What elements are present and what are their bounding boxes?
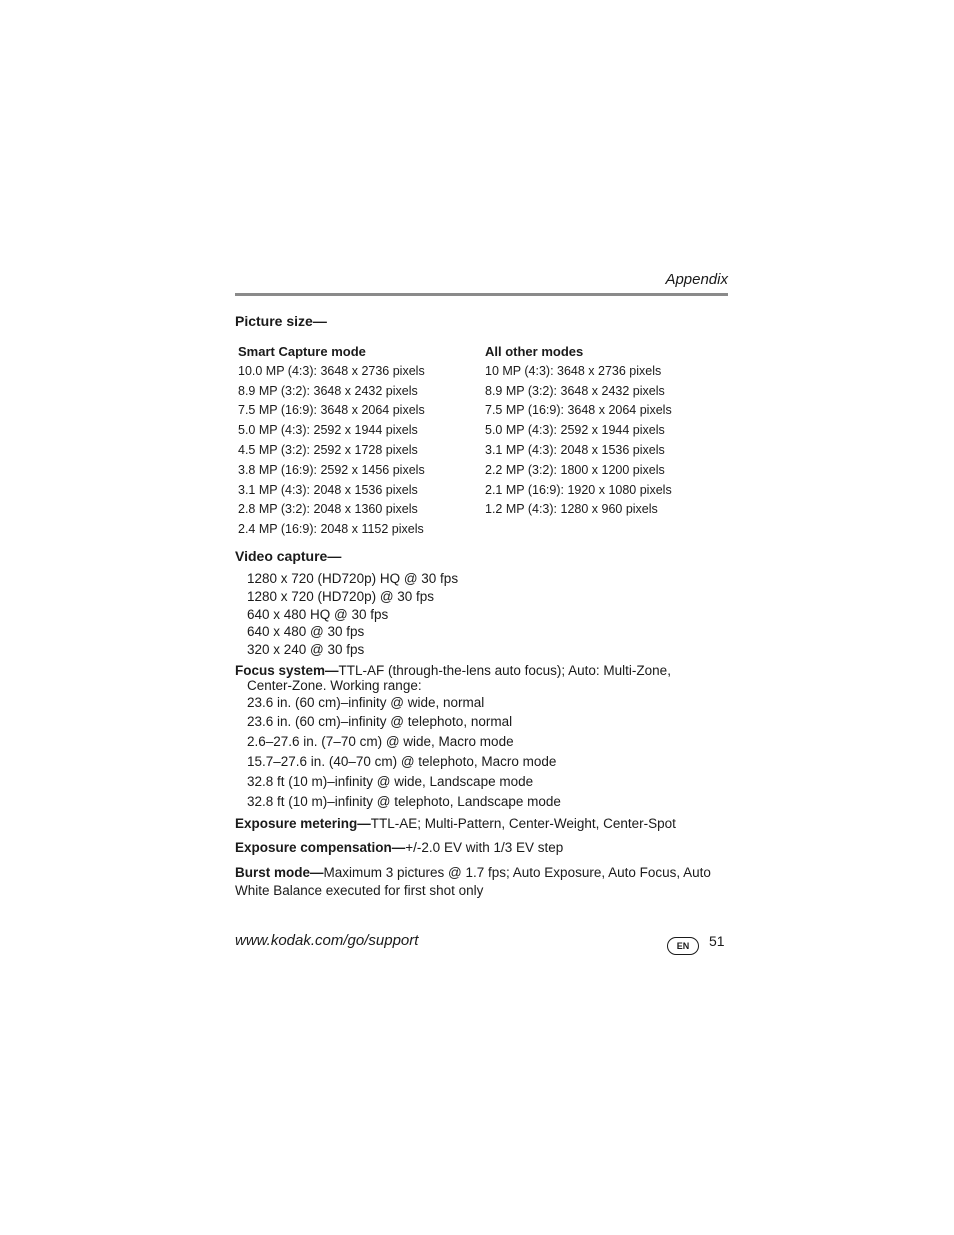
list-item: 1280 x 720 (HD720p) @ 30 fps: [247, 589, 435, 604]
page-number: 51: [709, 933, 725, 949]
section-title: Appendix: [665, 271, 728, 288]
focus-system-text: TTL-AF (through-the-lens auto focus); Auto: Multi-Zone,: [338, 663, 671, 678]
list-item: 1280 x 720 (HD720p) HQ @ 30 fps: [247, 571, 459, 586]
list-item: 15.7–27.6 in. (40–70 cm) @ telephoto, Macro mode: [247, 754, 557, 769]
focus-system-line: [235, 663, 671, 678]
support-url[interactable]: www.kodak.com/go/support: [235, 932, 419, 949]
exposure-metering-text: TTL-AE; Multi-Pattern, Center-Weight, Center-Spot: [370, 816, 676, 831]
focus-system-text-cont: Center-Zone. Working range:: [247, 678, 422, 693]
language-badge: EN: [667, 937, 699, 955]
burst-mode-label: Burst mode—: [235, 865, 324, 880]
table-cell: 3.1 MP (4:3): 2048 x 1536 pixels: [485, 443, 665, 457]
list-item: 23.6 in. (60 cm)–infinity @ wide, normal: [247, 695, 485, 710]
picture-size-heading: Picture size—: [235, 313, 327, 329]
exposure-compensation-text: +/-2.0 EV with 1/3 EV step: [405, 840, 564, 855]
table-cell: 4.5 MP (3:2): 2592 x 1728 pixels: [238, 443, 418, 457]
table-cell: 5.0 MP (4:3): 2592 x 1944 pixels: [238, 423, 418, 437]
exposure-compensation-label: Exposure compensation—: [235, 840, 406, 855]
table-cell: 2.8 MP (3:2): 2048 x 1360 pixels: [238, 502, 418, 516]
table-cell: 2.2 MP (3:2): 1800 x 1200 pixels: [485, 463, 665, 477]
focus-system-label: Focus system—: [235, 663, 339, 678]
video-capture-heading: Video capture—: [235, 548, 342, 564]
table-cell: 10 MP (4:3): 3648 x 2736 pixels: [485, 364, 662, 378]
table-cell: 3.8 MP (16:9): 2592 x 1456 pixels: [238, 463, 425, 477]
smart-capture-column-title: Smart Capture mode: [238, 344, 366, 359]
table-cell: 10.0 MP (4:3): 3648 x 2736 pixels: [238, 364, 425, 378]
table-cell: 7.5 MP (16:9): 3648 x 2064 pixels: [238, 403, 425, 417]
list-item: 640 x 480 @ 30 fps: [247, 624, 365, 639]
table-cell: 1.2 MP (4:3): 1280 x 960 pixels: [485, 502, 658, 516]
burst-mode-line: [235, 865, 711, 880]
burst-mode-text: Maximum 3 pictures @ 1.7 fps; Auto Exposure, Auto Focus, Auto: [323, 865, 711, 880]
list-item: 640 x 480 HQ @ 30 fps: [247, 607, 389, 622]
table-cell: 7.5 MP (16:9): 3648 x 2064 pixels: [485, 403, 672, 417]
table-cell: 8.9 MP (3:2): 3648 x 2432 pixels: [485, 384, 665, 398]
list-item: 32.8 ft (10 m)–infinity @ telephoto, Landscape mode: [247, 794, 561, 809]
header-rule: [235, 293, 728, 296]
list-item: 23.6 in. (60 cm)–infinity @ telephoto, normal: [247, 714, 513, 729]
list-item: 320 x 240 @ 30 fps: [247, 642, 365, 657]
other-modes-column-title: All other modes: [485, 344, 584, 359]
table-cell: 8.9 MP (3:2): 3648 x 2432 pixels: [238, 384, 418, 398]
exposure-metering-label: Exposure metering—: [235, 816, 371, 831]
table-cell: 2.1 MP (16:9): 1920 x 1080 pixels: [485, 483, 672, 497]
table-cell: 2.4 MP (16:9): 2048 x 1152 pixels: [238, 522, 424, 536]
list-item: 32.8 ft (10 m)–infinity @ wide, Landscape mode: [247, 774, 534, 789]
table-cell: 5.0 MP (4:3): 2592 x 1944 pixels: [485, 423, 665, 437]
burst-mode-text-cont: White Balance executed for first shot only: [235, 883, 484, 898]
list-item: 2.6–27.6 in. (7–70 cm) @ wide, Macro mode: [247, 734, 514, 749]
exposure-compensation-line: [235, 840, 563, 855]
table-cell: 3.1 MP (4:3): 2048 x 1536 pixels: [238, 483, 418, 497]
exposure-metering-line: [235, 816, 676, 831]
